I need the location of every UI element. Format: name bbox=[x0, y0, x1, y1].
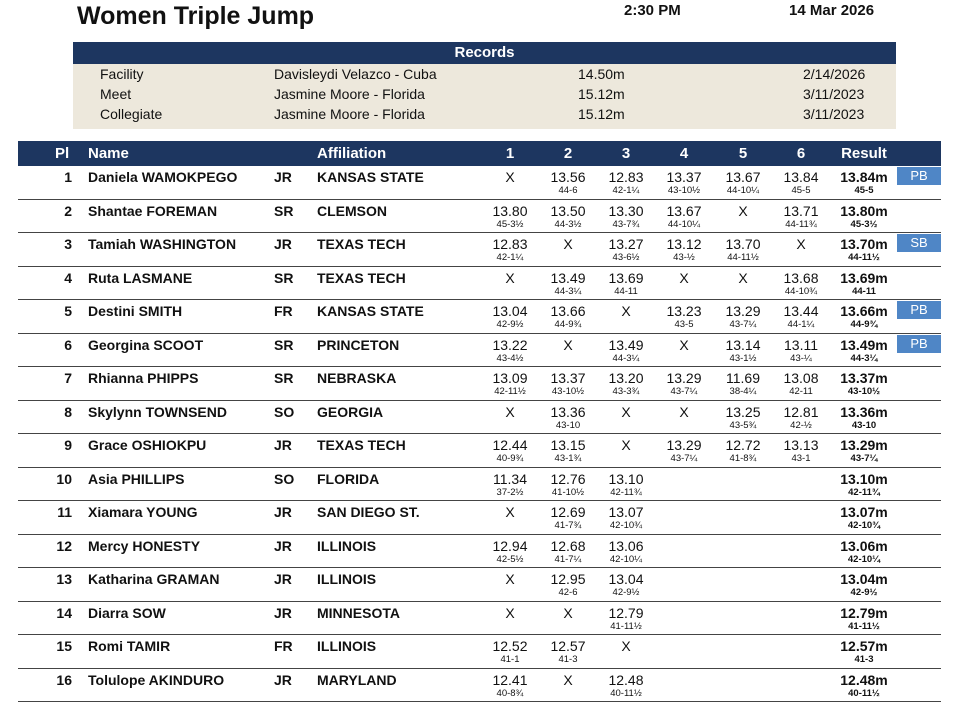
attempt-2-mark: 13.49 bbox=[550, 269, 586, 286]
result-mark: 13.70m bbox=[840, 236, 888, 252]
attempt-1-mark: X bbox=[505, 504, 515, 520]
result-mark: 12.57m bbox=[840, 638, 888, 654]
place-cell: 7 bbox=[64, 370, 72, 386]
result-mark: 13.07m bbox=[840, 504, 888, 520]
athlete-name: Mercy HONESTY bbox=[88, 537, 201, 554]
attempt-1-imperial: 42-9½ bbox=[496, 319, 524, 330]
athlete-year: JR bbox=[274, 437, 292, 453]
records-panel bbox=[73, 42, 896, 129]
athlete-year: SR bbox=[274, 269, 294, 286]
athlete-year: FR bbox=[274, 303, 293, 319]
attempt-5-mark: 13.14 bbox=[725, 336, 761, 353]
col-header-place: Pl bbox=[55, 145, 70, 162]
athlete-year: JR bbox=[274, 537, 292, 554]
athlete-year: JR bbox=[274, 236, 292, 252]
athlete-name: Grace OSHIOKPU bbox=[88, 437, 207, 453]
records-heading: Records bbox=[73, 42, 896, 64]
results-table-header bbox=[18, 141, 941, 166]
table-row bbox=[18, 367, 941, 401]
attempt-5-imperial: 44-11½ bbox=[727, 252, 759, 263]
attempt-2-mark: 13.50 bbox=[550, 202, 586, 219]
attempt-2-imperial: 42-6 bbox=[558, 587, 578, 598]
attempt-4-imperial: 44-10¼ bbox=[667, 218, 701, 230]
attempt-6-mark: 13.44 bbox=[783, 303, 819, 319]
col-header-result: Result bbox=[841, 145, 887, 162]
result-imperial: 44-9¾ bbox=[850, 319, 878, 330]
record-badge: PB bbox=[897, 167, 941, 185]
table-row bbox=[18, 434, 941, 468]
attempt-1-imperial: 37-2½ bbox=[496, 486, 524, 498]
attempt-4-mark: 13.12 bbox=[666, 236, 702, 252]
result-mark: 13.84m bbox=[840, 169, 888, 185]
athlete-name: Destini SMITH bbox=[88, 303, 183, 319]
attempt-2-imperial: 43-10 bbox=[555, 419, 581, 431]
record-date: 3/11/2023 bbox=[803, 106, 865, 122]
result-mark: 13.80m bbox=[840, 202, 888, 219]
attempt-6-mark: 13.84 bbox=[783, 169, 819, 185]
attempt-2-mark: 12.95 bbox=[550, 571, 586, 587]
attempt-3-mark: 13.04 bbox=[608, 571, 644, 587]
attempt-1-imperial: 40-8¾ bbox=[496, 687, 524, 699]
attempt-4-mark: X bbox=[679, 403, 689, 420]
attempt-6-mark: 13.08 bbox=[783, 370, 819, 386]
result-imperial: 41-11½ bbox=[848, 620, 880, 632]
result-imperial: 42-11¾ bbox=[848, 486, 880, 498]
athlete-year: SO bbox=[274, 403, 295, 420]
attempt-1-mark: 11.34 bbox=[493, 470, 527, 487]
table-row bbox=[18, 166, 941, 200]
attempt-4-imperial: 43-5 bbox=[674, 319, 694, 330]
record-badge: SB bbox=[897, 234, 941, 252]
athlete-year: SR bbox=[274, 370, 294, 386]
attempt-6-mark: 12.81 bbox=[783, 403, 819, 420]
table-row bbox=[18, 535, 941, 569]
attempt-3-mark: X bbox=[621, 303, 631, 319]
attempt-3-imperial: 40-11½ bbox=[610, 687, 642, 699]
record-type: Collegiate bbox=[100, 106, 163, 122]
attempt-2-mark: 12.68 bbox=[550, 537, 586, 554]
athlete-name: Katharina GRAMAN bbox=[88, 571, 220, 587]
col-header-name: Name bbox=[88, 145, 129, 162]
attempt-1-mark: X bbox=[505, 169, 515, 185]
attempt-2-mark: 13.36 bbox=[550, 403, 586, 420]
athlete-affiliation: KANSAS STATE bbox=[317, 169, 424, 185]
record-mark: 15.12m bbox=[578, 106, 625, 122]
result-imperial: 45-5 bbox=[854, 185, 874, 196]
athlete-affiliation: ILLINOIS bbox=[317, 537, 377, 554]
attempt-2-mark: X bbox=[563, 336, 573, 353]
attempt-3-imperial: 41-11½ bbox=[610, 620, 642, 632]
attempt-3-imperial: 43-3¾ bbox=[612, 386, 640, 397]
attempt-3-mark: 13.20 bbox=[608, 370, 644, 386]
result-mark: 12.48m bbox=[840, 671, 888, 688]
attempt-3-imperial: 44-11 bbox=[614, 285, 638, 297]
athlete-year: JR bbox=[274, 671, 292, 688]
place-cell: 2 bbox=[64, 202, 72, 219]
record-holder: Davisleydi Velazco - Cuba bbox=[274, 66, 437, 82]
attempt-4-mark: 13.67 bbox=[666, 202, 702, 219]
attempt-5-mark: 12.72 bbox=[725, 437, 761, 453]
attempt-3-imperial: 44-3¼ bbox=[612, 352, 640, 364]
record-type: Meet bbox=[100, 86, 132, 102]
attempt-6-imperial: 44-11¾ bbox=[785, 218, 817, 230]
attempt-2-mark: X bbox=[563, 604, 573, 621]
attempt-2-imperial: 41-3 bbox=[558, 654, 578, 665]
attempt-1-mark: 13.04 bbox=[492, 303, 528, 319]
table-row bbox=[18, 602, 941, 636]
attempt-2-imperial: 43-1¾ bbox=[554, 453, 582, 464]
athlete-affiliation: TEXAS TECH bbox=[317, 269, 406, 286]
record-type: Facility bbox=[100, 66, 144, 82]
place-cell: 15 bbox=[56, 638, 72, 654]
record-badge: PB bbox=[897, 335, 941, 353]
record-date: 3/11/2023 bbox=[803, 86, 865, 102]
record-date: 2/14/2026 bbox=[803, 66, 866, 82]
attempt-1-imperial: 41-1 bbox=[500, 654, 520, 665]
result-imperial: 42-9½ bbox=[850, 587, 878, 598]
attempt-6-mark: X bbox=[796, 236, 806, 252]
col-header-attempt-5: 5 bbox=[738, 145, 748, 162]
athlete-affiliation: GEORGIA bbox=[317, 403, 384, 420]
place-cell: 11 bbox=[57, 504, 72, 520]
attempt-1-imperial: 45-3½ bbox=[496, 218, 524, 230]
attempt-6-imperial: 44-1¼ bbox=[787, 319, 815, 330]
athlete-name: Daniela WAMOKPEGO bbox=[88, 169, 238, 185]
athlete-affiliation: KANSAS STATE bbox=[317, 303, 424, 319]
attempt-2-mark: 12.69 bbox=[550, 504, 586, 520]
table-row bbox=[18, 267, 941, 301]
attempt-4-mark: X bbox=[679, 269, 689, 286]
result-imperial: 41-3 bbox=[854, 654, 874, 665]
attempt-1-mark: 12.83 bbox=[492, 236, 528, 252]
result-mark: 13.04m bbox=[840, 571, 888, 587]
attempt-3-mark: 13.69 bbox=[608, 269, 644, 286]
attempt-4-mark: 13.29 bbox=[666, 437, 702, 453]
place-cell: 5 bbox=[64, 303, 72, 319]
attempt-5-mark: 13.70 bbox=[725, 236, 761, 252]
result-imperial: 43-10 bbox=[851, 419, 877, 431]
athlete-name: Skylynn TOWNSEND bbox=[88, 403, 227, 420]
event-time: 2:30 PM bbox=[624, 2, 681, 19]
col-header-affiliation: Affiliation bbox=[317, 145, 387, 162]
attempt-1-mark: X bbox=[505, 403, 515, 420]
athlete-affiliation: NEBRASKA bbox=[317, 370, 397, 386]
attempt-2-mark: 13.15 bbox=[550, 437, 586, 453]
athlete-name: Romi TAMIR bbox=[88, 638, 171, 654]
attempt-1-imperial: 42-5½ bbox=[496, 553, 524, 565]
attempt-3-imperial: 42-9½ bbox=[612, 587, 640, 598]
place-cell: 3 bbox=[64, 236, 72, 252]
attempt-6-mark: 13.68 bbox=[783, 269, 819, 286]
attempt-3-mark: 13.30 bbox=[608, 202, 644, 219]
athlete-name: Tamiah WASHINGTON bbox=[88, 236, 237, 252]
attempt-5-mark: 13.67 bbox=[725, 169, 761, 185]
athlete-year: JR bbox=[274, 604, 292, 621]
attempt-6-imperial: 44-10¾ bbox=[784, 285, 818, 297]
athlete-year: JR bbox=[274, 169, 292, 185]
result-imperial: 44-11½ bbox=[848, 252, 880, 263]
athlete-year: FR bbox=[274, 638, 293, 654]
attempt-2-imperial: 44-3¼ bbox=[554, 285, 582, 297]
col-header-attempt-1: 1 bbox=[505, 145, 515, 162]
place-cell: 4 bbox=[64, 269, 72, 286]
attempt-1-mark: X bbox=[505, 269, 515, 286]
attempt-1-imperial: 42-11½ bbox=[494, 386, 526, 397]
result-imperial: 42-10¾ bbox=[847, 520, 881, 531]
attempt-2-imperial: 43-10½ bbox=[551, 386, 585, 397]
place-cell: 16 bbox=[56, 671, 72, 688]
attempt-4-imperial: 43-7¼ bbox=[670, 386, 698, 397]
place-cell: 13 bbox=[56, 571, 72, 587]
attempt-6-mark: 13.11 bbox=[784, 336, 818, 353]
table-row bbox=[18, 200, 941, 234]
attempt-5-imperial: 43-5¾ bbox=[729, 419, 757, 431]
result-mark: 13.06m bbox=[840, 537, 888, 554]
result-imperial: 45-3½ bbox=[850, 218, 878, 230]
result-imperial: 40-11½ bbox=[848, 687, 880, 699]
place-cell: 6 bbox=[64, 336, 72, 353]
athlete-affiliation: TEXAS TECH bbox=[317, 437, 406, 453]
result-mark: 13.29m bbox=[840, 437, 888, 453]
attempt-1-imperial: 40-9¾ bbox=[496, 453, 524, 464]
col-header-attempt-2: 2 bbox=[563, 145, 573, 162]
attempt-3-mark: 13.10 bbox=[608, 470, 644, 487]
attempt-4-mark: 13.29 bbox=[666, 370, 702, 386]
attempt-5-mark: X bbox=[738, 202, 748, 219]
col-header-attempt-6: 6 bbox=[796, 145, 806, 162]
table-row bbox=[18, 233, 941, 267]
attempt-1-mark: 12.44 bbox=[492, 437, 528, 453]
attempt-6-mark: 13.13 bbox=[783, 437, 819, 453]
attempt-1-mark: 13.80 bbox=[492, 202, 528, 219]
result-mark: 13.36m bbox=[840, 403, 888, 420]
table-row bbox=[18, 635, 941, 669]
table-row bbox=[18, 568, 941, 602]
attempt-1-mark: 13.09 bbox=[492, 370, 528, 386]
athlete-name: Shantae FOREMAN bbox=[88, 202, 218, 219]
athlete-year: JR bbox=[274, 571, 292, 587]
attempt-2-imperial: 41-7¾ bbox=[554, 520, 582, 531]
table-row bbox=[18, 669, 941, 703]
attempt-5-mark: 11.69 bbox=[726, 370, 760, 386]
result-mark: 13.66m bbox=[840, 303, 888, 319]
attempt-3-mark: 12.48 bbox=[608, 671, 644, 688]
athlete-affiliation: FLORIDA bbox=[317, 470, 380, 487]
attempt-3-mark: 13.07 bbox=[608, 504, 644, 520]
athlete-name: Georgina SCOOT bbox=[88, 336, 204, 353]
table-row bbox=[18, 300, 941, 334]
attempt-6-imperial: 43-¼ bbox=[790, 352, 812, 364]
col-header-attempt-4: 4 bbox=[679, 145, 689, 162]
attempt-4-mark: X bbox=[679, 336, 689, 353]
attempt-2-mark: 13.66 bbox=[550, 303, 586, 319]
athlete-year: JR bbox=[274, 504, 292, 520]
athlete-affiliation: MINNESOTA bbox=[317, 604, 400, 621]
athlete-affiliation: ILLINOIS bbox=[317, 638, 377, 654]
attempt-2-mark: 13.37 bbox=[550, 370, 586, 386]
attempt-5-imperial: 44-10¼ bbox=[726, 185, 760, 196]
attempt-2-mark: 12.57 bbox=[550, 638, 586, 654]
attempt-3-imperial: 43-6½ bbox=[612, 252, 640, 263]
attempt-3-mark: 12.79 bbox=[608, 604, 644, 621]
attempt-3-imperial: 42-10¾ bbox=[609, 520, 643, 531]
event-date: 14 Mar 2026 bbox=[789, 2, 875, 19]
place-cell: 14 bbox=[56, 604, 72, 621]
attempt-2-imperial: 44-6 bbox=[558, 185, 578, 196]
attempt-3-mark: X bbox=[621, 403, 631, 420]
attempt-5-mark: 13.25 bbox=[725, 403, 761, 420]
result-imperial: 43-7¼ bbox=[850, 453, 878, 464]
result-mark: 13.10m bbox=[840, 470, 888, 487]
attempt-1-mark: 12.94 bbox=[492, 537, 528, 554]
athlete-year: SR bbox=[274, 336, 294, 353]
athlete-year: SO bbox=[274, 470, 295, 487]
attempt-4-mark: 13.37 bbox=[666, 169, 702, 185]
attempt-1-imperial: 42-1¼ bbox=[496, 252, 524, 263]
athlete-name: Diarra SOW bbox=[88, 604, 166, 621]
attempt-3-imperial: 43-7¾ bbox=[612, 218, 640, 230]
attempt-5-mark: 13.29 bbox=[725, 303, 761, 319]
attempt-5-mark: X bbox=[738, 269, 748, 286]
table-row bbox=[18, 468, 941, 502]
record-row bbox=[73, 84, 896, 104]
attempt-1-mark: X bbox=[505, 571, 515, 587]
attempt-1-mark: 12.52 bbox=[492, 638, 528, 654]
attempt-5-imperial: 41-8¾ bbox=[729, 453, 757, 464]
attempt-1-imperial: 43-4½ bbox=[496, 352, 524, 364]
attempt-1-mark: X bbox=[505, 604, 515, 621]
attempt-6-mark: 13.71 bbox=[783, 202, 819, 219]
attempt-2-mark: 12.76 bbox=[550, 470, 586, 487]
attempt-2-mark: 13.56 bbox=[550, 169, 586, 185]
attempt-4-mark: 13.23 bbox=[666, 303, 702, 319]
attempt-2-imperial: 41-10½ bbox=[551, 486, 585, 498]
attempt-6-imperial: 43-1 bbox=[791, 453, 811, 464]
attempt-3-imperial: 42-10¼ bbox=[609, 553, 643, 565]
attempt-3-mark: 12.83 bbox=[608, 169, 644, 185]
record-row bbox=[73, 64, 896, 84]
attempt-3-imperial: 42-1¼ bbox=[612, 185, 640, 196]
record-badge: PB bbox=[897, 301, 941, 319]
attempt-4-imperial: 43-½ bbox=[673, 252, 695, 263]
attempt-6-imperial: 42-11 bbox=[789, 386, 813, 397]
place-cell: 9 bbox=[64, 437, 72, 453]
record-mark: 14.50m bbox=[578, 66, 625, 82]
record-holder: Jasmine Moore - Florida bbox=[274, 86, 425, 102]
athlete-affiliation: PRINCETON bbox=[317, 336, 400, 353]
athlete-affiliation: TEXAS TECH bbox=[317, 236, 406, 252]
result-imperial: 44-11 bbox=[852, 285, 876, 297]
attempt-6-imperial: 45-5 bbox=[791, 185, 811, 196]
record-mark: 15.12m bbox=[578, 86, 625, 102]
table-row bbox=[18, 334, 941, 368]
athlete-name: Ruta LASMANE bbox=[88, 269, 193, 286]
attempt-3-mark: X bbox=[621, 437, 631, 453]
table-row bbox=[18, 401, 941, 435]
athlete-affiliation: CLEMSON bbox=[317, 202, 387, 219]
athlete-affiliation: ILLINOIS bbox=[317, 571, 377, 587]
record-holder: Jasmine Moore - Florida bbox=[274, 106, 425, 122]
attempt-3-mark: 13.49 bbox=[608, 336, 644, 353]
athlete-name: Rhianna PHIPPS bbox=[88, 370, 199, 386]
result-mark: 13.69m bbox=[840, 269, 888, 286]
result-mark: 13.49m bbox=[840, 336, 888, 353]
place-cell: 12 bbox=[56, 537, 72, 554]
attempt-4-imperial: 43-7¼ bbox=[670, 453, 698, 464]
result-mark: 12.79m bbox=[840, 604, 888, 621]
attempt-1-mark: 12.41 bbox=[492, 671, 528, 688]
attempt-2-imperial: 44-3½ bbox=[554, 218, 582, 230]
attempt-3-mark: 13.27 bbox=[608, 236, 644, 252]
athlete-name: Xiamara YOUNG bbox=[88, 504, 198, 520]
place-cell: 10 bbox=[56, 470, 72, 487]
athlete-name: Asia PHILLIPS bbox=[88, 470, 185, 487]
attempt-4-imperial: 43-10½ bbox=[667, 185, 701, 196]
attempt-3-imperial: 42-11¾ bbox=[610, 486, 642, 498]
col-header-attempt-3: 3 bbox=[621, 145, 631, 162]
attempt-1-mark: 13.22 bbox=[492, 336, 528, 353]
attempt-6-imperial: 42-½ bbox=[790, 419, 812, 431]
attempt-5-imperial: 43-1½ bbox=[729, 352, 757, 364]
athlete-affiliation: SAN DIEGO ST. bbox=[317, 504, 420, 520]
athlete-affiliation: MARYLAND bbox=[317, 671, 397, 688]
athlete-name: Tolulope AKINDURO bbox=[88, 671, 225, 688]
attempt-2-mark: X bbox=[563, 671, 573, 688]
table-row bbox=[18, 501, 941, 535]
athlete-year: SR bbox=[274, 202, 294, 219]
record-row bbox=[73, 104, 896, 124]
attempt-2-imperial: 44-9¾ bbox=[554, 319, 582, 330]
place-cell: 8 bbox=[64, 403, 72, 420]
attempt-5-imperial: 43-7¼ bbox=[729, 319, 757, 330]
attempt-2-imperial: 41-7¼ bbox=[554, 553, 582, 565]
attempt-3-mark: 13.06 bbox=[608, 537, 644, 554]
event-title: Women Triple Jump bbox=[77, 2, 315, 30]
place-cell: 1 bbox=[64, 169, 72, 185]
result-imperial: 44-3¼ bbox=[850, 352, 878, 364]
result-imperial: 42-10¼ bbox=[847, 553, 881, 565]
attempt-3-mark: X bbox=[621, 638, 631, 654]
attempt-5-imperial: 38-4¼ bbox=[729, 386, 757, 397]
attempt-2-mark: X bbox=[563, 236, 573, 252]
result-mark: 13.37m bbox=[840, 370, 888, 386]
result-imperial: 43-10½ bbox=[847, 386, 881, 397]
